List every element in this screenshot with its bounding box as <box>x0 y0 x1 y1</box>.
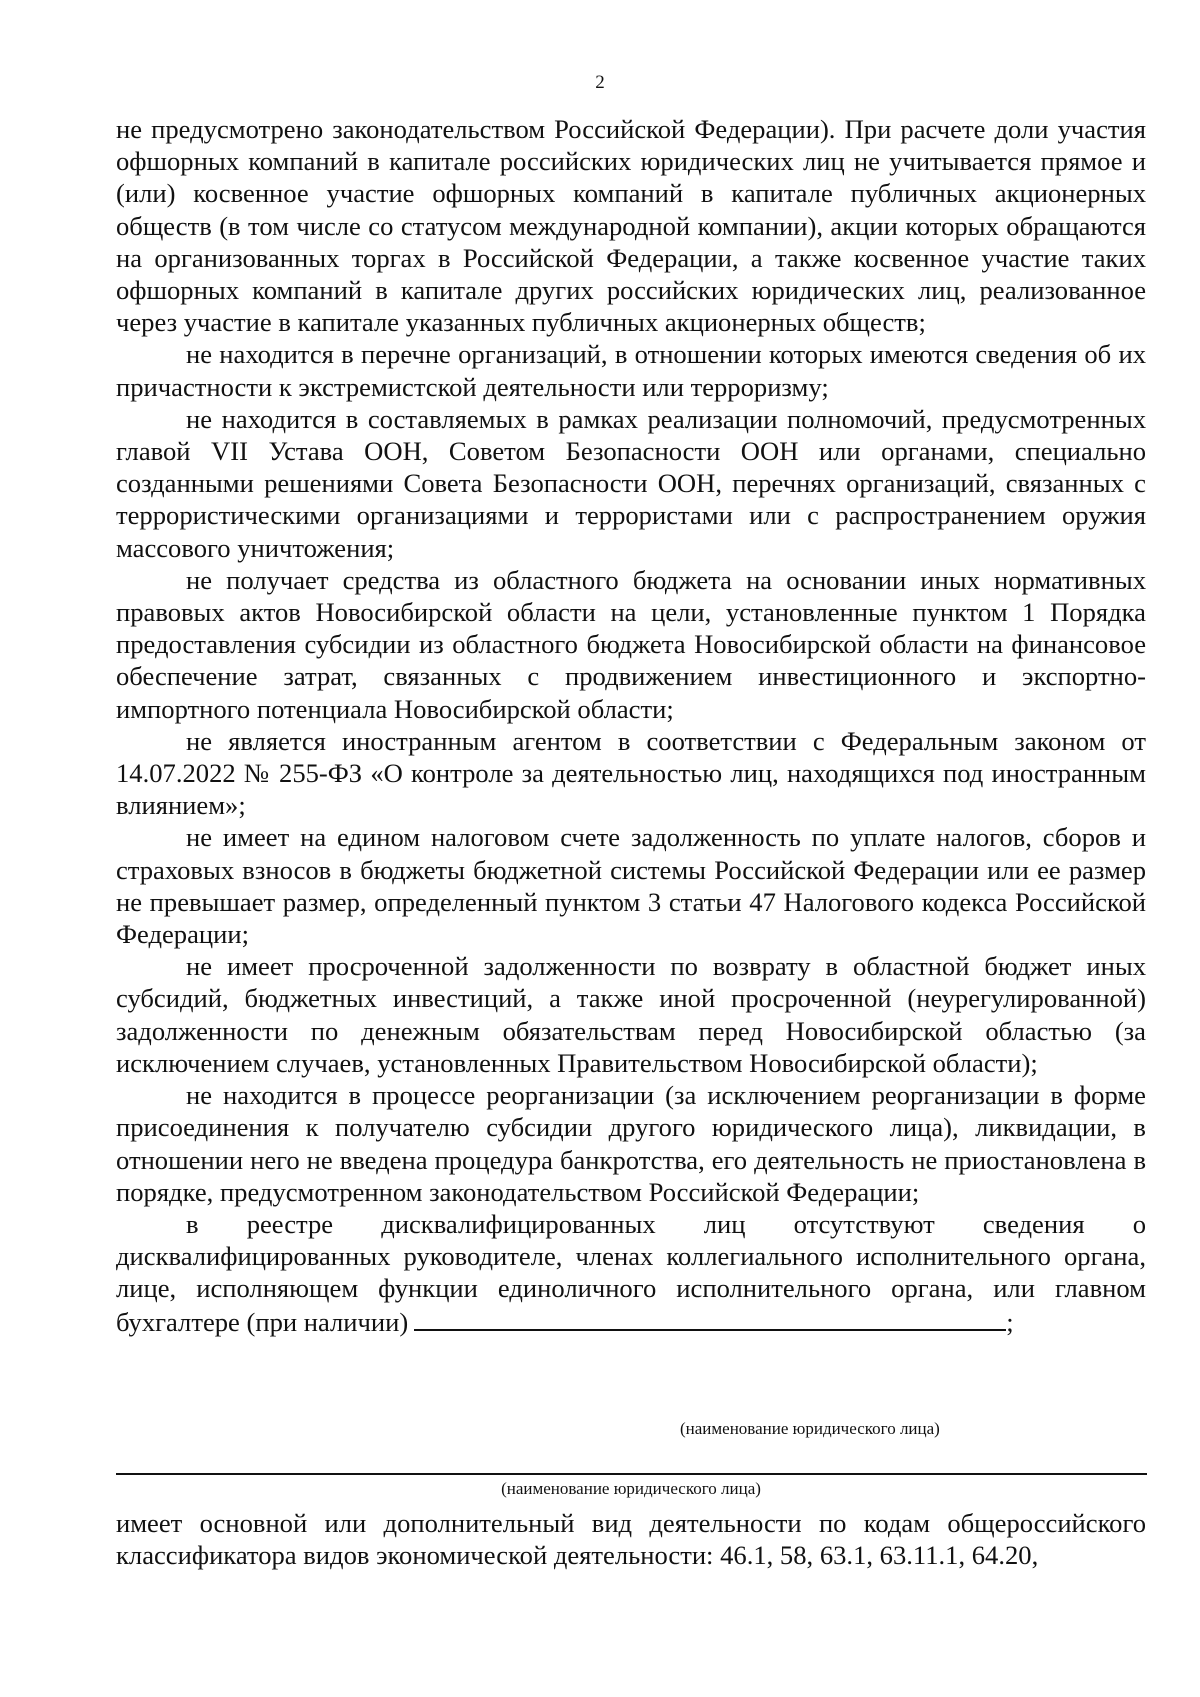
blank-end-punct: ; <box>1006 1306 1014 1337</box>
legal-entity-name-line <box>116 1473 1147 1475</box>
disqualified-text: в реестре дисквалифицированных лиц отсутствуют сведения о дисквалифицированных руководителе, членах коллегиального исполнительного органа, лице, исполняющем функции единоличного исполнительного органа, или главном бухгалтере (при наличии) <box>116 1208 1146 1337</box>
paragraph-tax-debt: не имеет на едином налоговом счете задолженность по уплате налогов, сборов и страховых взносов в бюджеты бюджетной системы Российской Федерации или ее размер не превышает размер, определенный пунктом 3 статьи 47 Налогового кодекса Российской Федерации; <box>116 822 1146 950</box>
paragraph-reorganization: не находится в процессе реорганизации (за исключением реорганизации в форме присоединения к получателю субсидии другого юридического лица), ликвидации, в отношении него не введена процедура банкротства, его деятельность не приостановлена в порядке, предусмотренном законодательством Российской Федерации; <box>116 1080 1146 1207</box>
document-tail <box>116 1507 1146 1571</box>
page-number: 2 <box>595 72 605 93</box>
paragraph-okved-codes: имеет основной или дополнительный вид деятельности по кодам общероссийского классификатора видов экономической деятельности: 46.1, 58, 63.1, 63.11.1, 64.20, <box>116 1508 1146 1571</box>
document-body <box>116 113 1146 1338</box>
legal-entity-name-caption-2: (наименование юридического лица) <box>501 1479 761 1498</box>
paragraph-offshore-share: не предусмотрено законодательством Российской Федерации). При расчете доли участия офшорных компаний в капитале российских юридических лиц не учитывается прямое и (или) косвенное участие офшорных компаний в капитале публичных акционерных обществ (в том числе со статусом международной компании), акции которых обращаются на организованных торгах в Российской Федерации, а также косвенное участие таких офшорных компаний в капитале других российских юридических лиц, реализованное через участие в капитале указанных публичных акционерных обществ; <box>116 114 1146 338</box>
paragraph-un-lists: не находится в составляемых в рамках реализации полномочий, предусмотренных главой VII Устава ООН, Советом Безопасности ООН или органами, специально созданными решениями Совета Безопасности ООН, перечнях организаций, связанных с террористическими организациями и террористами или с распространением оружия массового уничтожения; <box>116 403 1146 563</box>
paragraph-overdue-debt: не имеет просроченной задолженности по возврату в областной бюджет иных субсидий, бюджетных инвестиций, а также иной просроченной (неурегулированной) задолженности по денежным обязательствам перед Новосибирской областью (за исключением случаев, установленных Правительством Новосибирской области); <box>116 951 1146 1078</box>
legal-entity-name-blank <box>414 1305 1006 1331</box>
paragraph-regional-budget-funds: не получает средства из областного бюджета на основании иных нормативных правовых актов Новосибирской области на цели, установленные пунктом 1 Порядка предоставления субсидии из областного бюджета Новосибирской области на финансовое обеспечение затрат, связанных с продвижением инвестиционного и экспортно-импортного потенциала Новосибирской области; <box>116 564 1146 724</box>
paragraph-extremism-list: не находится в перечне организаций, в отношении которых имеются сведения об их причастности к экстремистской деятельности или терроризму; <box>116 339 1146 402</box>
legal-entity-name-caption: (наименование юридического лица) <box>680 1419 940 1438</box>
paragraph-disqualified-persons <box>116 1208 1146 1338</box>
paragraph-foreign-agent: не является иностранным агентом в соответствии с Федеральным законом от 14.07.2022 № 255-ФЗ «О контроле за деятельностью лиц, находящихся под иностранным влиянием»; <box>116 725 1146 821</box>
